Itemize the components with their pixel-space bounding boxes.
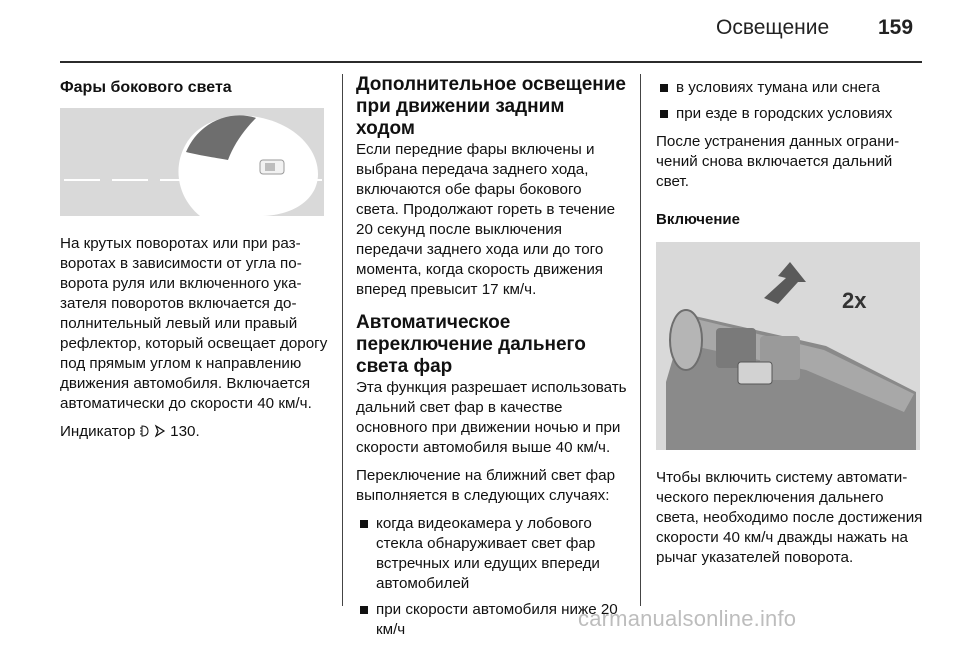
auto-high-beam-activation-instructions: Чтобы включить систему автоматического переключения дальнего света, необходимо после достижения скорости 40 км/ч дважды нажать на рычаг указателей поворота.: [656, 469, 923, 566]
press-count-label: 2x: [842, 288, 867, 313]
column-3: [656, 74, 926, 576]
bullet-icon: [660, 84, 668, 92]
column-divider-1: [342, 74, 343, 606]
list-item: в условиях тумана или снега: [656, 78, 926, 98]
list-item: при езде в городских условиях: [656, 104, 926, 124]
section-heading-cornering-lights: Фары бокового света: [60, 79, 232, 96]
cornering-light-icon: [140, 424, 150, 438]
bullet-icon: [660, 110, 668, 118]
page-reference-arrow-icon: [154, 424, 166, 438]
low-beam-switch-intro: Переключение на ближний свет фар выполняется в следующих случаях:: [356, 467, 616, 504]
bullet-icon: [360, 520, 368, 528]
section-heading-auto-high-beam: Автоматическое переключение дальнего света фар: [356, 312, 586, 377]
page-section-title: Освещение: [716, 16, 830, 39]
cornering-lights-description: На крутых поворотах или при разворотах в зависимости от угла поворота руля или включенного указателя поворотов включается дополнительный левый или правый рефлектор, который освещает дорогу под прямым углом к направлению движения автомобиля. Включается автоматически до скорости 40 км/ч.: [60, 235, 328, 412]
header-rule: [60, 61, 922, 63]
reverse-lighting-description: Если передние фары включены и выбрана передача заднего хода, включаются обе фары бокового света. Продолжают гореть в течение 20 секунд после выключения передачи заднего хода или до того момента, когда скорость движения вперед превысит 17 км/ч.: [356, 141, 616, 298]
high-beam-restore-description: После устранения данных ограничений снова включается дальний свет.: [656, 133, 900, 190]
indicator-label: Индикатор: [60, 423, 136, 440]
bullet-icon: [360, 606, 368, 614]
auto-high-beam-description: Эта функция разрешает использовать дальний свет фар в качестве основного при движении ночью и при скорости автомобиля выше 40 км/ч.: [356, 379, 627, 456]
list-item: при скорости автомобиля ниже 20 км/ч: [356, 600, 628, 640]
page-number: 159: [878, 16, 914, 39]
indicator-reference: [60, 422, 328, 442]
column-2: [356, 74, 628, 648]
column-divider-2: [640, 74, 641, 606]
watermark: carmanualsonline.info: [578, 606, 797, 631]
turn-signal-lever-illustration: [656, 242, 920, 450]
column-1: [60, 74, 328, 450]
indicator-page-reference: 130.: [170, 423, 200, 440]
low-beam-conditions-list-continued: [656, 78, 926, 124]
cornering-light-illustration: [60, 108, 324, 216]
list-item: когда видеокамера у лобового стекла обнаруживает свет фар встречных или едущих впереди автомобилей: [356, 514, 628, 594]
section-heading-reverse-lighting: Дополнительное освещение при движении задним ходом: [356, 74, 626, 139]
section-heading-activation: Включение: [656, 211, 740, 228]
